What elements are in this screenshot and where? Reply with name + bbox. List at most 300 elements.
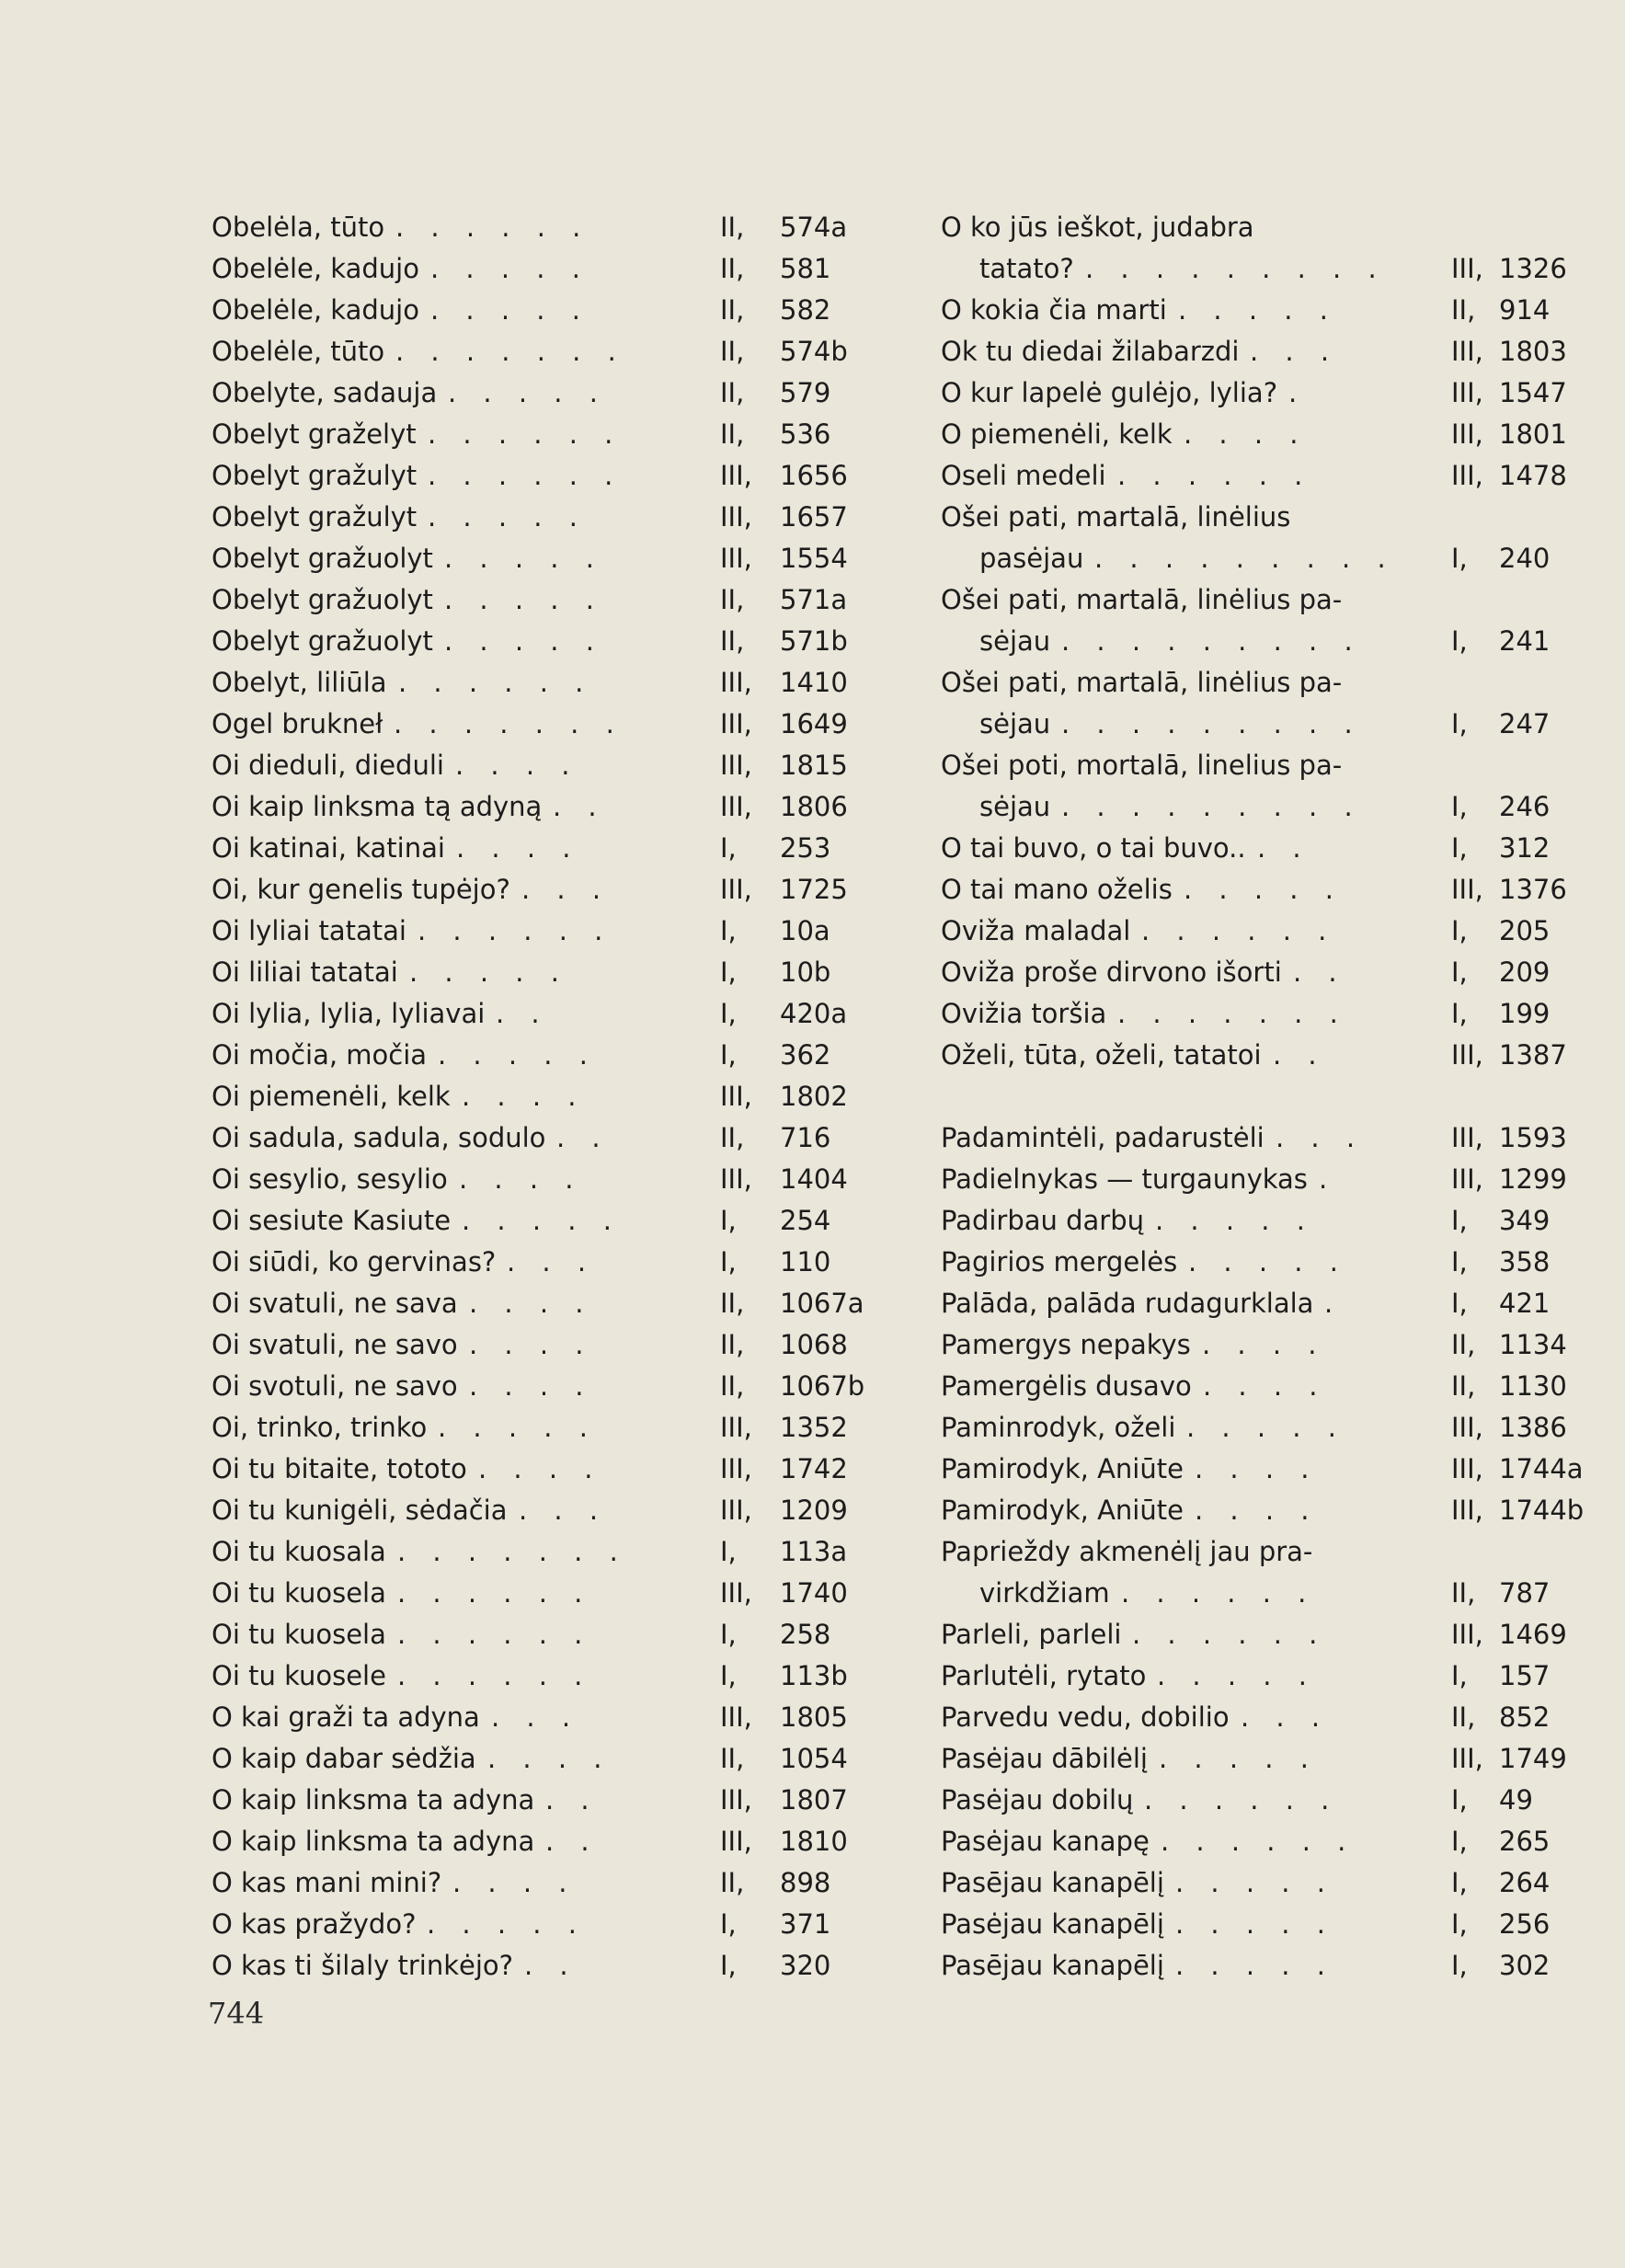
volume-number: II, [1451, 1370, 1476, 1402]
leader-dots: . . . . . [1175, 1950, 1334, 1981]
leader-dots: . . . . . [448, 377, 607, 408]
entry-title: O kas ti šilaly trinkėjo? [212, 1950, 514, 1981]
song-number: 253 [780, 832, 831, 864]
song-number: 205 [1499, 915, 1551, 946]
song-number: 1068 [780, 1329, 848, 1360]
index-entry [212, 1655, 887, 1697]
entry-title: Oi, kur genelis tupėjo? [212, 874, 510, 905]
entry-title: Oi kaip linksma tą adyną [212, 791, 543, 822]
leader-dots: . . . . . . [1144, 1784, 1339, 1816]
song-number: 1547 [1499, 377, 1567, 408]
song-number: 1410 [780, 667, 848, 698]
index-entry [212, 786, 887, 828]
song-number: 581 [780, 253, 831, 284]
leader-dots: . . . . . [430, 253, 589, 284]
volume-number: III, [1451, 1453, 1483, 1484]
index-entry [941, 1117, 1567, 1159]
song-number: 1657 [780, 501, 848, 533]
leader-dots: . . [1293, 956, 1346, 988]
leader-dots: . . . [507, 1246, 596, 1277]
song-number: 358 [1499, 1246, 1551, 1277]
song-number: 362 [780, 1039, 831, 1071]
volume-number: III, [720, 460, 752, 491]
song-number: 1801 [1499, 418, 1567, 450]
leader-dots: . . . . [455, 750, 579, 781]
leader-dots: . . [556, 1122, 610, 1153]
index-entry [941, 290, 1551, 331]
song-number: 716 [780, 1122, 831, 1153]
entry-title: Ošei poti, mortalā, linelius pa- [941, 750, 1343, 781]
index-entry [941, 1324, 1567, 1366]
song-number: 571b [780, 625, 848, 657]
volume-number: III, [1451, 1163, 1483, 1195]
volume-number: II, [720, 377, 745, 408]
song-number: 574a [780, 212, 848, 243]
leader-dots: . . . . . . [418, 915, 612, 946]
song-number: 209 [1499, 956, 1551, 988]
index-entry [941, 745, 1456, 786]
volume-number: III, [720, 750, 752, 781]
index-entry [941, 786, 1551, 828]
volume-number: I, [1451, 543, 1468, 574]
index-entry [212, 1283, 887, 1324]
index-entry [212, 1614, 887, 1655]
volume-number: I, [1451, 832, 1468, 864]
song-number: 1749 [1499, 1743, 1567, 1774]
volume-number: II, [720, 336, 745, 367]
index-entry [941, 455, 1567, 497]
entry-title: Pasėjau kanapę [941, 1826, 1150, 1857]
index-entry [212, 745, 887, 786]
entry-title: O kaip linksma ta adyna [212, 1826, 535, 1857]
leader-dots: . . . . . [438, 1412, 597, 1443]
entry-title: virkdžiam [979, 1577, 1110, 1609]
leader-dots: . . . . . . . . . [1061, 625, 1362, 657]
volume-number: II, [1451, 294, 1476, 326]
entry-title: O tai mano oželis [941, 874, 1173, 905]
index-entry [941, 911, 1551, 952]
index-entry [212, 1490, 887, 1531]
volume-number: I, [1451, 1826, 1468, 1857]
leader-dots: . . [553, 791, 606, 822]
entry-title: Obelėle, kadujo [212, 294, 419, 326]
song-number: 264 [1499, 1867, 1551, 1898]
volume-number: I, [1451, 791, 1468, 822]
index-entry [212, 1200, 887, 1242]
entry-title: Oi tu kuosala [212, 1536, 386, 1567]
entry-title: Obelėla, tūto [212, 212, 385, 243]
leader-dots: . . . . . . [428, 418, 623, 450]
index-entry [941, 1945, 1551, 1987]
entry-title: O kaip dabar sėdžia [212, 1743, 476, 1774]
entry-title: O kas mani mini? [212, 1867, 442, 1898]
index-entry [212, 1945, 887, 1987]
song-number: 1649 [780, 708, 848, 739]
song-number: 898 [780, 1867, 831, 1898]
entry-title: Palāda, palāda rudagurklala [941, 1288, 1314, 1319]
leader-dots: . . . [1250, 336, 1339, 367]
volume-number: I, [1451, 956, 1468, 988]
index-entry [941, 1035, 1567, 1076]
index-entry [941, 993, 1551, 1035]
index-entry [212, 1117, 887, 1159]
index-entry [941, 1780, 1533, 1821]
entry-title: Obelyte, sadauja [212, 377, 438, 408]
song-number: 199 [1499, 998, 1551, 1029]
leader-dots: . . . . [452, 1867, 577, 1898]
index-entry [212, 1531, 887, 1573]
volume-number: II, [720, 418, 745, 450]
index-entry [941, 1407, 1567, 1449]
song-number: 10b [780, 956, 831, 988]
entry-title: Obelyt gražuolyt [212, 584, 433, 615]
entry-title: Oseli medeli [941, 460, 1106, 491]
volume-number: I, [1451, 1205, 1468, 1236]
leader-dots: . . . . [1203, 1370, 1327, 1402]
leader-dots: . . . . . . . . . [1085, 253, 1386, 284]
index-entry [941, 662, 1456, 704]
song-number: 536 [780, 418, 831, 450]
volume-number: I, [1451, 625, 1468, 657]
song-number: 1815 [780, 750, 848, 781]
song-number: 1802 [780, 1081, 848, 1112]
leader-dots: . . [545, 1826, 599, 1857]
volume-number: I, [720, 1619, 737, 1650]
entry-title: O tai buvo, o tai buvo.. [941, 832, 1246, 864]
leader-dots: . . . . . [427, 1908, 586, 1940]
entry-title: Obelyt gražulyt [212, 460, 418, 491]
volume-number: I, [720, 998, 737, 1029]
leader-dots: . . . . . . . [394, 708, 624, 739]
song-number: 49 [1499, 1784, 1533, 1816]
volume-number: I, [1451, 1908, 1468, 1940]
index-entry [212, 538, 887, 579]
leader-dots: . . . . [478, 1453, 602, 1484]
song-number: 1404 [780, 1163, 848, 1195]
entry-title: Oi sadula, sadula, sodulo [212, 1122, 546, 1153]
entry-title: Pasėjau kanapēlį [941, 1908, 1164, 1940]
index-entry [212, 290, 887, 331]
leader-dots: . . . . . . [1121, 1577, 1316, 1609]
entry-title: Parleli, parleli [941, 1619, 1122, 1650]
index-entry [941, 1159, 1567, 1200]
index-entry [941, 1242, 1551, 1283]
index-entry [212, 372, 887, 414]
entry-title: pasėjau [979, 543, 1084, 574]
volume-number: II, [720, 1288, 745, 1319]
volume-number: III, [1451, 874, 1483, 905]
volume-number: III, [720, 543, 752, 574]
left-index-column [212, 207, 887, 1987]
volume-number: III, [1451, 1039, 1483, 1071]
entry-title: Oi tu kuosela [212, 1577, 386, 1609]
index-entry [212, 621, 887, 662]
entry-title: Oi siūdi, ko gervinas? [212, 1246, 497, 1277]
song-number: 1478 [1499, 460, 1567, 491]
volume-number: I, [720, 1536, 737, 1567]
leader-dots: . [1324, 1288, 1343, 1319]
index-entry [941, 207, 1456, 248]
index-entry [941, 579, 1456, 621]
entry-title: Ošei pati, martalā, linėlius [941, 501, 1291, 533]
volume-number: I, [720, 1950, 737, 1981]
leader-dots: . . . . . [1186, 1412, 1345, 1443]
leader-dots: . . . . [487, 1743, 612, 1774]
song-number: 1352 [780, 1412, 848, 1443]
index-entry [212, 1242, 887, 1283]
volume-number: I, [720, 1039, 737, 1071]
index-entry [941, 538, 1551, 579]
leader-dots: . . . . [469, 1329, 593, 1360]
entry-title: Ošei pati, martalā, linėlius pa- [941, 584, 1343, 615]
leader-dots: . . . . [469, 1370, 593, 1402]
song-number: 1387 [1499, 1039, 1567, 1071]
leader-dots: . . . . . [428, 501, 587, 533]
index-entry [212, 1076, 887, 1117]
index-entry [212, 414, 887, 455]
song-number: 574b [780, 336, 848, 367]
leader-dots: . . . . . [444, 584, 603, 615]
leader-dots: . . [524, 1950, 578, 1981]
volume-number: II, [1451, 1329, 1476, 1360]
volume-number: I, [720, 1205, 737, 1236]
index-entry [212, 497, 887, 538]
entry-title: Oi piemenėli, kelk [212, 1081, 451, 1112]
entry-title: Padielnykas — turgaunykas [941, 1163, 1308, 1195]
volume-number: II, [720, 212, 745, 243]
volume-number: III, [720, 1081, 752, 1112]
entry-title: sėjau [979, 708, 1051, 739]
index-entry [212, 1738, 887, 1780]
volume-number: II, [720, 1329, 745, 1360]
leader-dots: . . . . . . [1132, 1619, 1327, 1650]
index-entry [941, 1614, 1567, 1655]
entry-title: Oi lyliai tatatai [212, 915, 406, 946]
index-entry [212, 1035, 887, 1076]
right-index-column [941, 207, 1585, 1987]
song-number: 320 [780, 1950, 831, 1981]
volume-number: I, [1451, 998, 1468, 1029]
index-entry [941, 1531, 1456, 1573]
leader-dots: . . . . . [444, 625, 603, 657]
song-number: 258 [780, 1619, 831, 1650]
leader-dots: . . . . [1184, 418, 1308, 450]
song-number: 1130 [1499, 1370, 1567, 1402]
entry-title: sėjau [979, 791, 1051, 822]
entry-title: Pasējau kanapēlį [941, 1950, 1164, 1981]
entry-title: Obelyt, liliūla [212, 667, 387, 698]
song-number: 247 [1499, 708, 1551, 739]
leader-dots: . . . . . [444, 543, 603, 574]
song-number: 1656 [780, 460, 848, 491]
volume-number: III, [720, 1412, 752, 1443]
index-entry [941, 952, 1551, 993]
entry-title: Parlutėli, rytato [941, 1660, 1147, 1691]
entry-title: Pamirodyk, Aniūte [941, 1453, 1184, 1484]
entry-title: Oi dieduli, dieduli [212, 750, 444, 781]
song-number: 1299 [1499, 1163, 1567, 1195]
index-entry [212, 207, 887, 248]
song-number: 157 [1499, 1660, 1551, 1691]
leader-dots: . . . . . . [398, 667, 593, 698]
leader-dots: . . . . [1195, 1453, 1319, 1484]
song-number: 1810 [780, 1826, 848, 1857]
song-number: 421 [1499, 1288, 1551, 1319]
entry-title: Pagirios mergelės [941, 1246, 1178, 1277]
entry-title: Oi lylia, lylia, lyliavai [212, 998, 486, 1029]
leader-dots: . . . . . . . [1117, 998, 1347, 1029]
volume-number: II, [720, 1743, 745, 1774]
leader-dots: . . . . . [1178, 294, 1337, 326]
entry-title: Oželi, tūta, oželi, tatatoi [941, 1039, 1262, 1071]
volume-number: III, [720, 1495, 752, 1526]
song-number: 1744a [1499, 1453, 1584, 1484]
index-entry [212, 704, 887, 745]
entry-title: Obelėle, tūto [212, 336, 385, 367]
index-entry [212, 248, 887, 290]
index-entry [941, 1655, 1551, 1697]
volume-number: II, [720, 1122, 745, 1153]
leader-dots: . . . . [1202, 1329, 1326, 1360]
entry-title: Oi tu bitaite, tototo [212, 1453, 467, 1484]
entry-title: Obelyt gražulyt [212, 501, 418, 533]
entry-title: Oi, trinko, trinko [212, 1412, 428, 1443]
song-number: 110 [780, 1246, 831, 1277]
volume-number: III, [1451, 1619, 1483, 1650]
volume-number: II, [720, 253, 745, 284]
entry-title: Oi svatuli, ne savo [212, 1329, 458, 1360]
volume-number: I, [720, 1246, 737, 1277]
entry-title: O kokia čia marti [941, 294, 1167, 326]
song-number: 914 [1499, 294, 1551, 326]
entry-title: Oviža maladal [941, 915, 1131, 946]
volume-number: III, [720, 1163, 752, 1195]
index-entry [212, 911, 887, 952]
song-number: 302 [1499, 1950, 1551, 1981]
leader-dots: . . . . [462, 1081, 586, 1112]
volume-number: III, [1451, 253, 1483, 284]
volume-number: I, [1451, 1660, 1468, 1691]
index-entry [941, 414, 1567, 455]
song-number: 420a [780, 998, 848, 1029]
index-entry [212, 579, 887, 621]
entry-title: Oi svatuli, ne sava [212, 1288, 458, 1319]
leader-dots: . . . . . [1184, 874, 1343, 905]
leader-dots: . . . [519, 1495, 608, 1526]
entry-title: Parvedu vedu, dobilio [941, 1701, 1230, 1733]
volume-number: II, [720, 584, 745, 615]
volume-number: I, [720, 832, 737, 864]
leader-dots: . . . . . . . [397, 1536, 627, 1567]
volume-number: I, [1451, 708, 1468, 739]
index-entry [941, 1200, 1551, 1242]
song-number: 240 [1499, 543, 1551, 574]
volume-number: III, [1451, 418, 1483, 450]
index-entry [212, 1573, 887, 1614]
entry-title: Ošei pati, martalā, linėlius pa- [941, 667, 1343, 698]
index-entry [941, 1904, 1551, 1945]
song-number: 1807 [780, 1784, 848, 1816]
leader-dots: . . . . . . . . . [1094, 543, 1395, 574]
entry-title: Oviža proše dirvono išorti [941, 956, 1282, 988]
volume-number: II, [720, 1370, 745, 1402]
entry-title: Oi tu kunigėli, sėdačia [212, 1495, 508, 1526]
leader-dots: . [1319, 1163, 1337, 1195]
volume-number: III, [720, 667, 752, 698]
index-entry [941, 248, 1567, 290]
song-number: 1744b [1499, 1495, 1585, 1526]
volume-number: II, [1451, 1577, 1476, 1609]
entry-title: O kas pražydo? [212, 1908, 417, 1940]
index-entry [212, 1821, 887, 1862]
leader-dots: . . [496, 998, 549, 1029]
volume-number: I, [720, 915, 737, 946]
index-entry [212, 828, 887, 869]
song-number: 113a [780, 1536, 848, 1567]
leader-dots: . . . . . . [1141, 915, 1336, 946]
volume-number: II, [720, 294, 745, 326]
entry-title: O kur lapelė gulėjo, lylia? [941, 377, 1278, 408]
leader-dots: . . . . . . [1161, 1826, 1356, 1857]
entry-title: O piemenėli, kelk [941, 418, 1173, 450]
song-number: 1067a [780, 1288, 864, 1319]
song-number: 371 [780, 1908, 831, 1940]
entry-title: Oi sesiute Kasiute [212, 1205, 452, 1236]
leader-dots: . . . . . [1175, 1867, 1334, 1898]
leader-dots: . . [1257, 832, 1310, 864]
index-entry [941, 1449, 1584, 1490]
entry-title: Pasējau kanapēlį [941, 1867, 1164, 1898]
song-number: 1725 [780, 874, 848, 905]
leader-dots: . . . . . . [428, 460, 623, 491]
leader-dots: . [1288, 377, 1307, 408]
song-number: 1806 [780, 791, 848, 822]
index-entry [212, 1862, 887, 1904]
song-number: 254 [780, 1205, 831, 1236]
song-number: 1593 [1499, 1122, 1567, 1153]
index-entry [212, 662, 887, 704]
index-entry [941, 1366, 1567, 1407]
leader-dots: . . . . . . [397, 1577, 592, 1609]
entry-title: O kaip linksma ta adyna [212, 1784, 535, 1816]
index-entry [941, 869, 1567, 911]
song-number: 1554 [780, 543, 848, 574]
index-entry [212, 993, 887, 1035]
entry-title: Oi tu kuosela [212, 1619, 386, 1650]
page-number: 744 [208, 1996, 265, 2031]
leader-dots: . . . . . [430, 294, 589, 326]
leader-dots: . . . . . [462, 1205, 621, 1236]
entry-title: O kai graži ta adyna [212, 1701, 480, 1733]
index-entry [941, 1862, 1551, 1904]
volume-number: III, [720, 1577, 752, 1609]
entry-title: Pasėjau dābilėlį [941, 1743, 1148, 1774]
volume-number: I, [1451, 915, 1468, 946]
volume-number: I, [720, 1908, 737, 1940]
entry-title: Padirbau darbų [941, 1205, 1145, 1236]
volume-number: III, [1451, 336, 1483, 367]
entry-title: Ogel brukneł [212, 708, 383, 739]
volume-number: I, [1451, 1246, 1468, 1277]
volume-number: III, [1451, 1412, 1483, 1443]
leader-dots: . . . . . . [397, 1619, 592, 1650]
index-entry [941, 828, 1551, 869]
volume-number: III, [720, 1826, 752, 1857]
entry-title: Pamergėlis dusavo [941, 1370, 1192, 1402]
index-entry [941, 1283, 1551, 1324]
entry-title: Obelyt gražuolyt [212, 543, 433, 574]
leader-dots: . . . . [469, 1288, 593, 1319]
